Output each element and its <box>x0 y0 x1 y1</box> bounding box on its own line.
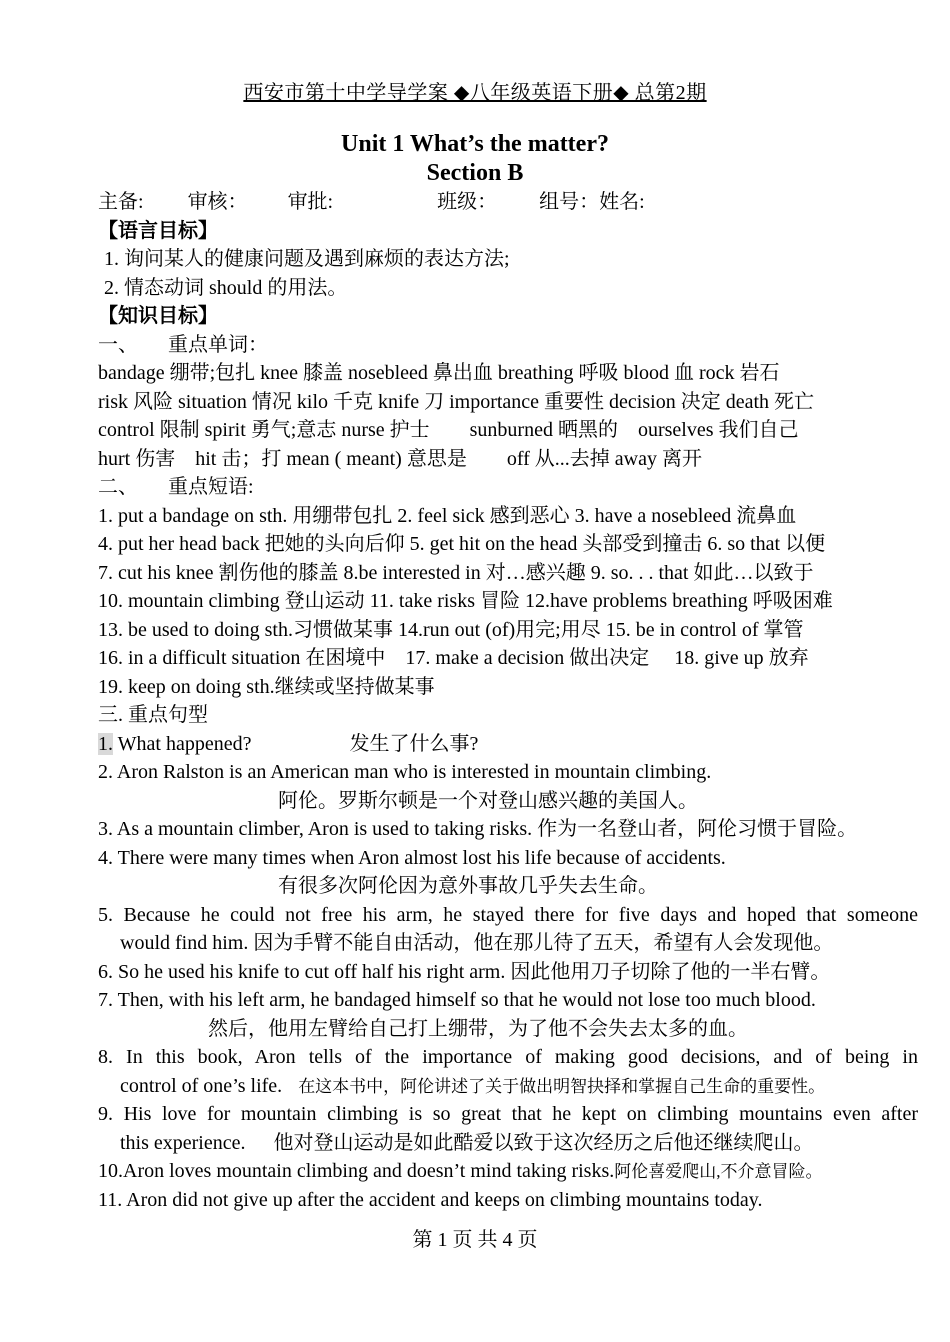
sentence-10-cn: 阿伦喜爱爬山,不介意冒险。 <box>614 1162 823 1181</box>
sentence-1-en: What happened? <box>113 732 252 755</box>
phrase-line: 1. put a bandage on sth. 用绷带包扎 2. feel sick 感到恶心 3. have a nosebleed 流鼻血 <box>98 504 797 527</box>
phrase-line: 13. be used to doing sth.习惯做某事 14.run out (of)用完;用尽 15. be in control of 掌管 <box>98 618 804 641</box>
sentence-number-highlight: 1. <box>98 732 113 755</box>
sentence-10-en: 10.Aron loves mountain climbing and doesn’t mind taking risks. <box>98 1160 615 1182</box>
sentence-5-line1: 5. Because he could not free his arm, he stayed there for five days and hoped that someone <box>98 903 918 926</box>
info-line <box>98 188 918 217</box>
sentence-4-cn: 有很多次阿伦因为意外事故几乎失去生命。 <box>278 875 658 897</box>
sentence-2-cn: 阿伦。罗斯尔顿是一个对登山感兴趣的美国人。 <box>278 789 698 812</box>
phrase-line: 7. cut his knee 割伤他的膝盖 8.be interested in 对…感兴趣 9. so. . . that 如此…以致于 <box>98 561 814 584</box>
sentence-9-en: this experience. <box>120 1131 246 1154</box>
author-label: 主备: <box>98 191 144 213</box>
school-header: 西安市第十中学导学案 ◆八年级英语下册◆ 总第2期 <box>243 82 707 104</box>
phrase-line: 10. mountain climbing 登山运动 11. take risks 冒险 12.have problems breathing 呼吸困难 <box>98 590 833 612</box>
word-line: control 限制 spirit 勇气;意志 nurse 护士 sunburned 晒黑的 ourselves 我们自己 <box>98 419 799 441</box>
sentence-7-cn: 然后，他用左臂给自己打上绷带，为了他不会失去太多的血。 <box>208 1017 748 1040</box>
page-footer: 第 1 页 共 4 页 <box>412 1229 538 1251</box>
sentences-heading: 三. 重点句型 <box>98 704 208 726</box>
sentence-9-line2 <box>98 1129 918 1158</box>
class-label: 班级： <box>437 191 498 213</box>
sentence-8-line1: 8. In this book, Aron tells of the importance of making good decisions, and of being in <box>98 1046 918 1068</box>
sentence-6: 6. So he used his knife to cut off half his right arm. 因此他用刀子切除了他的一半右臂。 <box>98 960 831 983</box>
group-name-label: 组号：姓名: <box>539 191 645 213</box>
sentence-7-en: 7. Then, with his left arm, he bandaged himself so that he would not lose too much blood. <box>98 989 816 1011</box>
word-line: bandage 绷带;包扎 knee 膝盖 nosebleed 鼻出血 breathing 呼吸 blood 血 rock 岩石 <box>98 362 780 384</box>
sentence-1 <box>98 730 918 759</box>
sentence-11: 11. Aron did not give up after the accident and keeps on climbing mountains today. <box>98 1188 763 1211</box>
language-goals-heading: 【语言目标】 <box>98 219 218 242</box>
phrase-line: 19. keep on doing sth.继续或坚持做某事 <box>98 675 435 698</box>
sentence-9-cn: 他对登山运动是如此酷爱以致于这次经历之后他还继续爬山。 <box>273 1131 814 1154</box>
review-label: 审核： <box>187 191 248 213</box>
sentence-10 <box>98 1157 918 1186</box>
phrases-heading: 二、 重点短语: <box>98 476 254 498</box>
sentence-3: 3. As a mountain climber, Aron is used to taking risks. 作为一名登山者，阿伦习惯于冒险。 <box>98 818 858 840</box>
sentence-2-en: 2. Aron Ralston is an American man who is interested in mountain climbing. <box>98 761 712 783</box>
language-goal-item: 1. 询问某人的健康问题及遇到麻烦的表达方法; <box>104 248 510 270</box>
section-title: Section B <box>426 160 524 186</box>
sentence-9-line1: 9. His love for mountain climbing is so great that he kept on climbing mountains even after <box>98 1103 918 1125</box>
word-line: hurt 伤害 hit 击；打 mean ( meant) 意思是 off 从...去掉 away 离开 <box>98 447 702 470</box>
sentence-5-line2: would find him. 因为手臂不能自由活动，他在那儿待了五天，希望有人会发现他。 <box>120 932 834 954</box>
phrase-line: 16. in a difficult situation 在困境中 17. make a decision 做出决定 18. give up 放弃 <box>98 647 809 669</box>
words-heading: 一、 重点单词： <box>98 333 268 356</box>
word-line: risk 风险 situation 情况 kilo 千克 knife 刀 importance 重要性 decision 决定 death 死亡 <box>98 390 815 413</box>
approve-label: 审批: <box>287 191 334 213</box>
sentence-8-cn: 在这本书中，阿伦讲述了关于做出明智抉择和掌握自己生命的重要性。 <box>298 1076 826 1096</box>
unit-title: Unit 1 What’s the matter? <box>341 131 609 157</box>
language-goal-item: 2. 情态动词 should 的用法。 <box>104 276 348 299</box>
document-body <box>98 188 918 1214</box>
sentence-4-en: 4. There were many times when Aron almost lost his life because of accidents. <box>98 846 726 869</box>
sentence-1-cn: 发生了什么事? <box>349 732 479 755</box>
sentence-8-en: control of one’s life. <box>120 1074 283 1097</box>
knowledge-goals-heading: 【知识目标】 <box>98 305 218 327</box>
sentence-8-line2 <box>98 1072 918 1101</box>
phrase-line: 4. put her head back 把她的头向后仰 5. get hit on the head 头部受到撞击 6. so that 以便 <box>98 533 826 555</box>
